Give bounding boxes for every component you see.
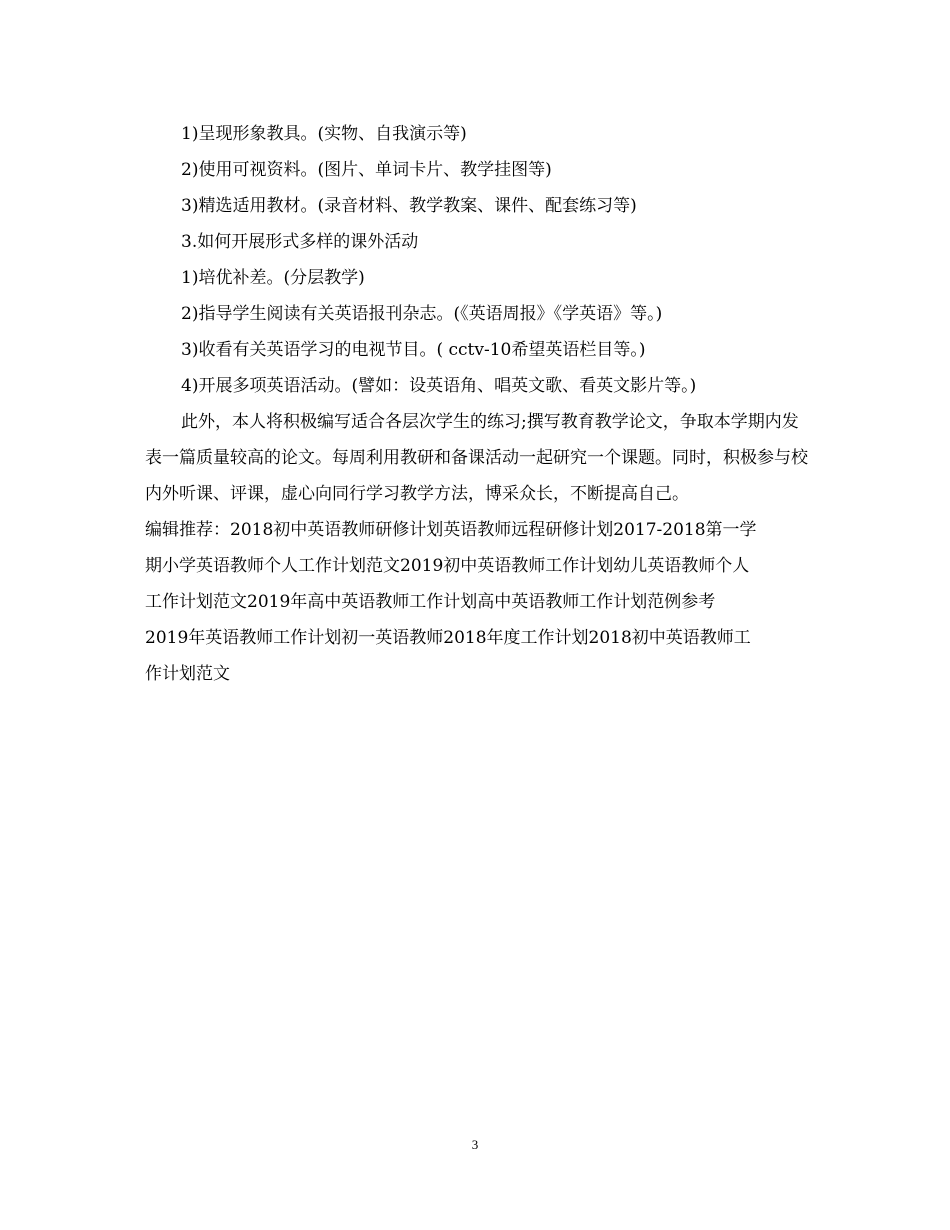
- page-content: [145, 116, 810, 692]
- list-item: 3)精选适用教材。(录音材料、教学教案、课件、配套练习等): [181, 196, 637, 216]
- section-heading: 3.如何开展形式多样的课外活动: [181, 232, 419, 252]
- closing-paragraph: 此外，本人将积极编写适合各层次学生的练习;撰写教育教学论文，争取本学期内发表一篇质量较高的论文。每周利用教研和备课活动一起研究一个课题。同时，积极参与校内外听课、评课，虚心向同行学习教学方法，博采众长，不断提高自己。: [145, 412, 808, 504]
- list-item: 1)呈现形象教具。(实物、自我演示等): [181, 124, 467, 144]
- list-item: 1)培优补差。(分层教学): [181, 268, 365, 288]
- list-item: 2)使用可视资料。(图片、单词卡片、教学挂图等): [181, 160, 552, 180]
- list-item: 2)指导学生阅读有关英语报刊杂志。(《英语周报》《学英语》等。): [181, 304, 663, 324]
- list-item: 4)开展多项英语活动。(譬如：设英语角、唱英文歌、看英文影片等。): [181, 376, 697, 396]
- list-item: 3)收看有关英语学习的电视节目。( cctv-10希望英语栏目等。): [181, 340, 646, 360]
- recommendation-line: 作计划范文: [145, 664, 230, 684]
- recommendation-line: 工作计划范文2019年高中英语教师工作计划高中英语教师工作计划范例参考: [145, 592, 716, 612]
- recommendation-line: 编辑推荐：2018初中英语教师研修计划英语教师远程研修计划2017-2018第一学: [145, 520, 757, 540]
- recommendation-line: 期小学英语教师个人工作计划范文2019初中英语教师工作计划幼儿英语教师个人: [145, 556, 750, 576]
- recommendation-line: 2019年英语教师工作计划初一英语教师2018年度工作计划2018初中英语教师工: [145, 628, 751, 648]
- page-number: 3: [471, 1137, 479, 1152]
- recommendation-block: [145, 512, 810, 692]
